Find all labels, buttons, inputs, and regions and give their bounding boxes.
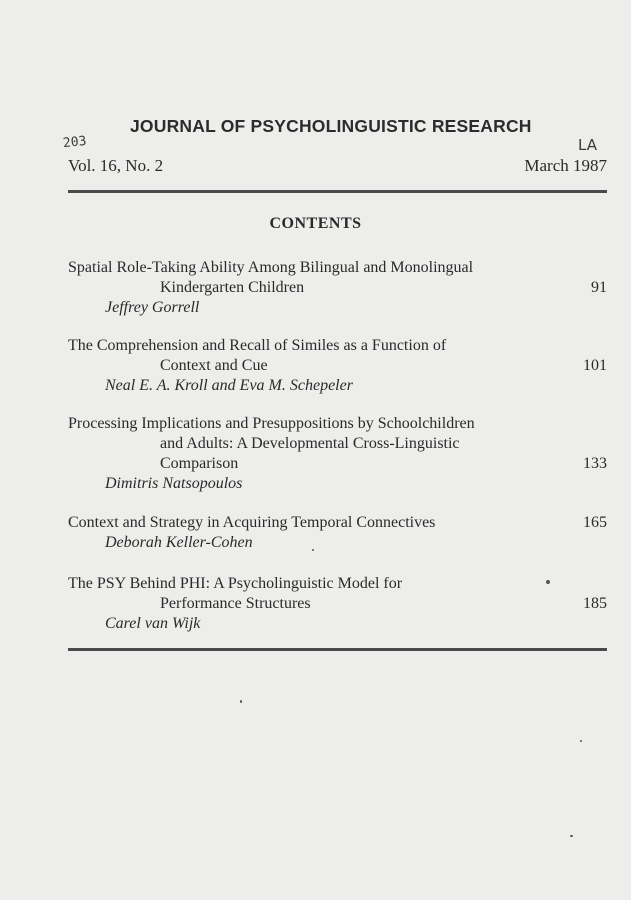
entry-author: Deborah Keller-Cohen [105,534,253,551]
entry-page-number: 101 [583,357,607,374]
contents-heading: CONTENTS [269,215,362,232]
entry-title-line: Context and Cue [160,357,268,374]
entry-title-line: Context and Strategy in Acquiring Temporal Connectives [68,514,436,531]
entry-title-line: The Comprehension and Recall of Similes as a Function of [68,337,447,354]
issue-date: March 1987 [524,156,607,175]
entry-title-line: Comparison [160,455,239,472]
volume-issue: Vol. 16, No. 2 [68,156,164,175]
toc-entry [68,414,607,494]
entry-author: Carel van Wijk [105,615,201,632]
entry-title-line: Performance Structures [160,595,311,612]
entry-author: Neal E. A. Kroll and Eva M. Schepeler [105,377,353,394]
top-rule [68,190,607,193]
entry-title-line: Processing Implications and Presuppositions by Schoolchildren [68,415,475,432]
entry-author: Jeffrey Gorrell [105,299,200,316]
entry-page-number: 165 [583,514,607,531]
toc-entry [68,513,607,553]
toc-entry [68,258,607,318]
scan-speck [546,580,550,584]
handwritten-note-left: 203 [62,133,88,152]
handwritten-note-right: LA [578,136,597,154]
entry-page-number: 91 [591,279,607,296]
entry-title-line: and Adults: A Developmental Cross-Linguistic [160,435,460,452]
scan-speck [570,835,573,837]
entry-title-line: The PSY Behind PHI: A Psycholinguistic Model for [68,575,403,592]
entry-page-number: 133 [583,455,607,472]
journal-title: JOURNAL OF PSYCHOLINGUISTIC RESEARCH [130,116,532,136]
toc-entry [68,574,607,634]
entry-title-line: Spatial Role-Taking Ability Among Bilingual and Monolingual [68,259,474,276]
toc-entry [68,336,607,396]
scan-speck [312,549,314,551]
scan-speck [580,740,582,742]
entry-page-number: 185 [583,595,607,612]
entry-title-line: Kindergarten Children [160,279,305,296]
bottom-rule [68,648,607,651]
entry-author: Dimitris Natsopoulos [105,475,243,492]
scan-speck [240,700,242,703]
